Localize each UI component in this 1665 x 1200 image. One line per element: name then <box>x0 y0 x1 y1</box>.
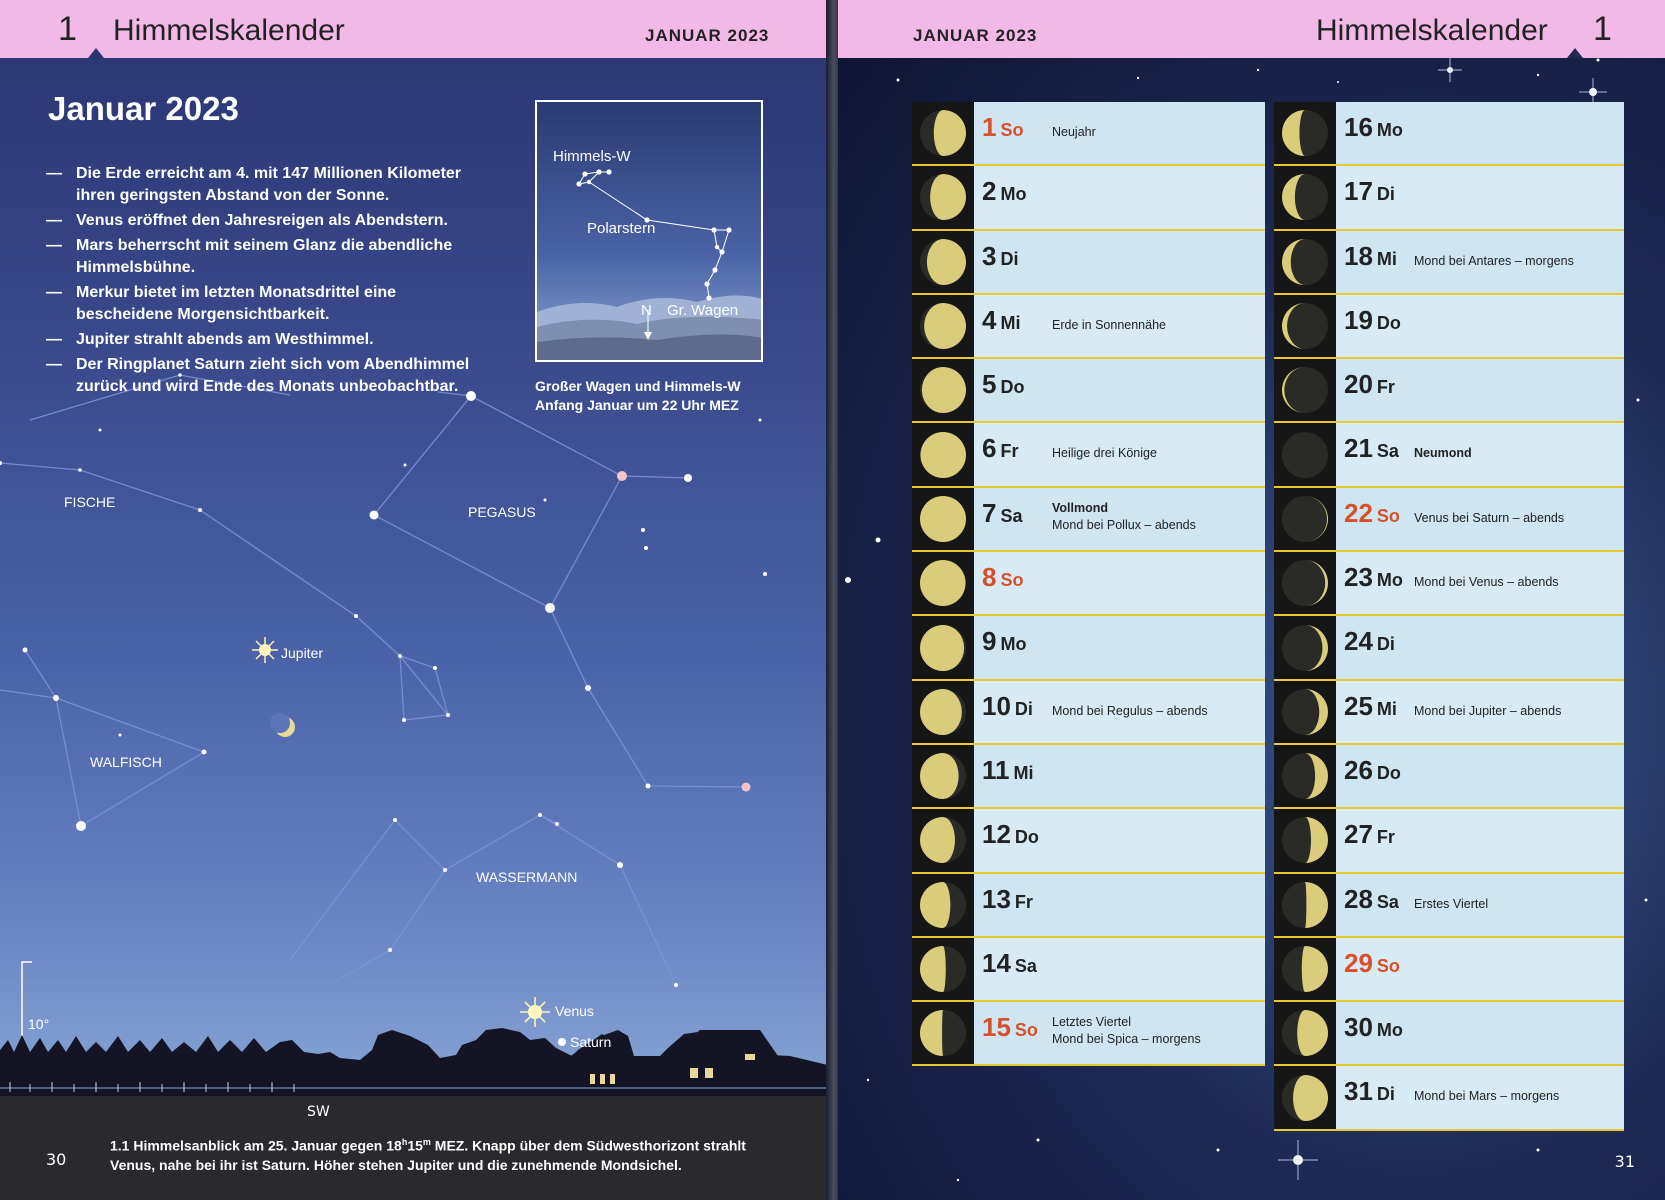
day-digit: 21 <box>1344 433 1373 464</box>
weekday-abbr: Sa <box>1014 955 1037 976</box>
day-number <box>1344 948 1400 979</box>
day-digit: 15 <box>982 1012 1011 1043</box>
moon-phase-icon <box>1274 681 1336 743</box>
event-text: Mond bei Antares – morgens <box>1414 253 1574 268</box>
day-number <box>982 498 1023 529</box>
chapter-number-right: 1 <box>1593 10 1612 48</box>
calendar-day-row <box>912 1002 1265 1066</box>
day-text-cell <box>1336 102 1624 164</box>
day-digit: 2 <box>982 176 997 207</box>
calendar-day-row <box>912 616 1265 680</box>
day-number <box>982 626 1026 657</box>
day-digit: 30 <box>1344 1012 1373 1043</box>
day-text-cell <box>974 166 1265 228</box>
moon-phase-icon <box>912 295 974 357</box>
weekday-abbr: Mo <box>1376 570 1403 591</box>
weekday-abbr: Sa <box>1376 441 1399 462</box>
day-text-cell <box>974 231 1265 293</box>
day-number <box>1344 112 1403 143</box>
day-digit: 8 <box>982 562 997 593</box>
day-text-cell <box>1336 938 1624 1000</box>
chapter-title-right: Himmelskalender <box>1316 14 1548 47</box>
event-text: Neujahr <box>1052 125 1096 139</box>
tab-marker <box>88 48 104 58</box>
day-digit: 31 <box>1344 1076 1373 1107</box>
event-text: Mond bei Venus – abends <box>1414 575 1559 590</box>
weekday-abbr: Mi <box>1013 762 1034 783</box>
label-fische: FISCHE <box>64 494 116 510</box>
calendar-day-row <box>912 295 1265 359</box>
day-number <box>982 819 1039 850</box>
day-number <box>982 884 1033 915</box>
day-text-cell <box>1336 1066 1624 1128</box>
moon-phase-icon <box>1274 874 1336 936</box>
moon-phase-icon <box>1274 938 1336 1000</box>
day-number <box>982 1012 1038 1043</box>
day-text-cell <box>1336 616 1624 678</box>
day-events <box>1052 317 1166 334</box>
moon-phase-icon <box>912 488 974 550</box>
calendar-day-row <box>1274 102 1624 166</box>
day-text-cell <box>974 488 1265 550</box>
weekday-abbr: Di <box>1376 184 1395 205</box>
inset-label-north: N <box>641 302 652 319</box>
calendar-day-row <box>912 488 1265 552</box>
calendar-column-1 <box>912 102 1265 1066</box>
calendar-day-row <box>912 809 1265 873</box>
calendar-day-row <box>1274 1002 1624 1066</box>
event-text: Mond bei Spica – morgens <box>1052 1032 1201 1047</box>
day-digit: 26 <box>1344 754 1373 785</box>
moon-phase-icon <box>1274 1066 1336 1128</box>
weekday-abbr: So <box>1014 1020 1038 1041</box>
day-events <box>1414 896 1488 913</box>
right-page <box>838 0 1665 1200</box>
highlight-item: — Der Ringplanet Saturn zieht sich vom Abendhimmel zurück und wird Ende des Monats unbeobachtbar. <box>46 354 496 398</box>
weekday-abbr: Di <box>1000 248 1019 269</box>
day-digit: 9 <box>982 626 997 657</box>
day-text-cell <box>974 874 1265 936</box>
day-events <box>1414 253 1574 270</box>
label-pegasus: PEGASUS <box>468 504 536 520</box>
weekday-abbr: Mo <box>1000 634 1027 655</box>
day-number <box>1344 369 1395 400</box>
moon-phase-icon <box>1274 423 1336 485</box>
day-text-cell <box>974 809 1265 871</box>
day-digit: 22 <box>1344 497 1373 528</box>
day-number <box>982 755 1034 786</box>
day-events <box>1052 1014 1201 1048</box>
day-number <box>982 691 1033 722</box>
calendar-day-row <box>912 745 1265 809</box>
day-digit: 13 <box>982 883 1011 914</box>
label-venus: Venus <box>555 1003 594 1019</box>
calendar-day-row <box>912 166 1265 230</box>
calendar-day-row <box>1274 616 1624 680</box>
calendar-day-row <box>1274 359 1624 423</box>
inset-label-gr-wagen: Gr. Wagen <box>667 302 739 319</box>
day-text-cell <box>974 552 1265 614</box>
label-saturn: Saturn <box>570 1034 612 1050</box>
event-text: Venus bei Saturn – abends <box>1414 510 1565 525</box>
weekday-abbr: Mi <box>1376 698 1397 719</box>
direction-label: SW <box>307 1104 330 1120</box>
inset-chart <box>535 100 763 362</box>
moon-phase-icon <box>912 874 974 936</box>
day-events <box>1414 445 1472 462</box>
moon-phase-icon <box>912 102 974 164</box>
weekday-abbr: Di <box>1014 698 1033 719</box>
moon-phase-icon <box>1274 359 1336 421</box>
moon-phase-icon <box>912 616 974 678</box>
day-digit: 23 <box>1344 562 1373 593</box>
calendar-day-row <box>1274 552 1624 616</box>
day-digit: 3 <box>982 240 997 271</box>
event-text: Heilige drei Könige <box>1052 446 1157 461</box>
day-number <box>1344 305 1401 336</box>
calendar-day-row <box>1274 166 1624 230</box>
weekday-abbr: Do <box>1014 827 1039 848</box>
event-text: Letztes Viertel <box>1052 1015 1131 1030</box>
day-digit: 25 <box>1344 690 1373 721</box>
moon-phase-icon <box>1274 1002 1336 1064</box>
moon-phase-icon <box>912 231 974 293</box>
label-jupiter: Jupiter <box>281 645 324 661</box>
left-page <box>0 0 832 1200</box>
moon-phase-icon <box>1274 809 1336 871</box>
calendar-day-row <box>1274 295 1624 359</box>
day-digit: 4 <box>982 304 997 335</box>
weekday-abbr: Do <box>1376 312 1401 333</box>
moon-phase-icon <box>1274 102 1336 164</box>
day-digit: 18 <box>1344 240 1373 271</box>
day-digit: 10 <box>982 690 1011 721</box>
inset-label-himmels-w: Himmels-W <box>553 148 631 165</box>
weekday-abbr: So <box>1376 955 1400 976</box>
moon-phase-icon <box>1274 552 1336 614</box>
day-events <box>1414 703 1561 720</box>
highlight-item: — Die Erde erreicht am 4. mit 147 Millionen Kilometer ihren geringsten Abstand von der Sonne. <box>46 163 496 207</box>
calendar-day-row <box>912 102 1265 166</box>
day-number <box>1344 755 1401 786</box>
moon-phase-icon <box>1274 745 1336 807</box>
calendar-day-row <box>912 359 1265 423</box>
weekday-abbr: Mi <box>1376 248 1397 269</box>
day-digit: 6 <box>982 433 997 464</box>
day-digit: 29 <box>1344 947 1373 978</box>
day-text-cell <box>974 295 1265 357</box>
day-digit: 11 <box>982 754 1010 785</box>
moon-phase-icon <box>1274 166 1336 228</box>
day-number <box>1344 1076 1395 1107</box>
moon-phase-icon <box>1274 488 1336 550</box>
day-text-cell <box>1336 488 1624 550</box>
day-number <box>1344 1012 1403 1043</box>
day-digit: 7 <box>982 497 997 528</box>
moon-phase-icon <box>912 552 974 614</box>
calendar-day-row <box>1274 1066 1624 1130</box>
calendar-day-row <box>912 874 1265 938</box>
calendar-day-row <box>912 938 1265 1002</box>
weekday-abbr: So <box>1000 120 1024 140</box>
weekday-abbr: Sa <box>1376 891 1399 912</box>
event-text: Vollmond <box>1052 500 1109 515</box>
calendar-day-row <box>1274 681 1624 745</box>
day-number <box>982 433 1018 464</box>
weekday-abbr: Mo <box>1000 184 1027 205</box>
weekday-abbr: Fr <box>1376 377 1395 398</box>
moon-phase-icon <box>912 681 974 743</box>
day-events <box>1414 1088 1559 1105</box>
day-events <box>1052 500 1196 534</box>
day-events <box>1052 445 1157 462</box>
day-text-cell <box>1336 423 1624 485</box>
day-digit: 24 <box>1344 626 1373 657</box>
day-number <box>1344 819 1395 850</box>
day-digit: 12 <box>982 819 1011 850</box>
day-number <box>1344 626 1395 657</box>
day-digit: 1 <box>982 112 997 142</box>
calendar-day-row <box>912 552 1265 616</box>
calendar-day-row <box>1274 745 1624 809</box>
inset-label-polarstern: Polarstern <box>587 220 656 237</box>
moon-phase-icon <box>1274 231 1336 293</box>
day-text-cell <box>1336 231 1624 293</box>
month-label: JANUAR 2023 <box>645 26 770 45</box>
highlight-item: — Jupiter strahlt abends am Westhimmel. <box>46 329 496 351</box>
day-number <box>982 176 1026 207</box>
page-title: Januar 2023 <box>48 90 239 127</box>
day-number <box>982 562 1023 593</box>
day-text-cell <box>1336 745 1624 807</box>
day-digit: 27 <box>1344 819 1373 850</box>
day-text-cell <box>974 745 1265 807</box>
calendar-day-row <box>1274 423 1624 487</box>
day-number <box>1344 691 1397 722</box>
weekday-abbr: Mi <box>1000 312 1021 333</box>
calendar-day-row <box>1274 809 1624 873</box>
highlight-item: — Merkur bietet im letzten Monatsdrittel eine bescheidene Morgensichtbarkeit. <box>46 282 496 326</box>
moon-crescent <box>270 713 295 737</box>
venus-marker <box>520 997 550 1027</box>
month-label-right: JANUAR 2023 <box>913 26 1038 45</box>
weekday-abbr: Fr <box>1000 441 1019 462</box>
weekday-abbr: Do <box>1376 762 1401 783</box>
moon-phase-icon <box>912 1002 974 1064</box>
calendar-day-row <box>1274 231 1624 295</box>
day-text-cell <box>1336 874 1624 936</box>
day-text-cell <box>1336 809 1624 871</box>
event-text: Neumond <box>1414 446 1472 461</box>
event-text: Mond bei Jupiter – abends <box>1414 703 1562 718</box>
event-text: Erde in Sonnennähe <box>1052 317 1166 332</box>
weekday-abbr: So <box>1376 505 1400 526</box>
weekday-abbr: So <box>1000 570 1024 591</box>
day-text-cell <box>974 102 1265 164</box>
day-number <box>982 369 1024 400</box>
day-digit: 16 <box>1344 112 1373 142</box>
day-number <box>1344 241 1397 272</box>
highlight-item: — Mars beherrscht mit seinem Glanz die abendliche Himmelsbühne. <box>46 235 496 279</box>
day-events <box>1414 510 1564 527</box>
day-text-cell <box>974 938 1265 1000</box>
moon-phase-icon <box>912 938 974 1000</box>
day-events <box>1052 124 1096 141</box>
day-text-cell <box>974 681 1265 743</box>
weekday-abbr: Di <box>1376 634 1395 655</box>
highlight-item: — Venus eröffnet den Jahresreigen als Abendstern. <box>46 210 496 232</box>
label-wassermann: WASSERMANN <box>476 869 578 885</box>
label-walfisch: WALFISCH <box>90 754 162 770</box>
calendar-day-row <box>912 423 1265 487</box>
moon-phase-icon <box>1274 295 1336 357</box>
day-digit: 28 <box>1344 883 1373 914</box>
day-text-cell <box>974 423 1265 485</box>
tab-marker-right <box>1567 48 1583 58</box>
day-number <box>982 305 1020 336</box>
moon-phase-icon <box>912 423 974 485</box>
day-text-cell <box>974 359 1265 421</box>
calendar-day-row <box>1274 938 1624 1002</box>
calendar-column-2 <box>1274 102 1624 1131</box>
weekday-abbr: Di <box>1376 1084 1395 1105</box>
day-text-cell <box>974 616 1265 678</box>
day-number <box>982 112 1023 143</box>
day-text-cell <box>1336 166 1624 228</box>
event-text: Mond bei Mars – morgens <box>1414 1089 1560 1104</box>
weekday-abbr: Mo <box>1376 1020 1403 1041</box>
calendar-day-row <box>1274 488 1624 552</box>
day-text-cell <box>974 1002 1265 1064</box>
weekday-abbr: Mo <box>1376 120 1403 140</box>
day-number <box>1344 884 1399 915</box>
day-events <box>1052 703 1208 720</box>
event-text: Mond bei Pollux – abends <box>1052 517 1196 532</box>
day-text-cell <box>1336 552 1624 614</box>
page-number-right: 31 <box>1614 1152 1635 1171</box>
weekday-abbr: Fr <box>1376 827 1395 848</box>
day-digit: 17 <box>1344 176 1373 207</box>
weekday-abbr: Fr <box>1014 891 1033 912</box>
page-number-left: 30 <box>46 1150 67 1169</box>
chapter-title: Himmelskalender <box>113 14 345 47</box>
altitude-label: 10° <box>28 1016 50 1032</box>
day-number <box>982 948 1037 979</box>
highlights-list <box>46 163 496 401</box>
day-text-cell <box>1336 681 1624 743</box>
day-number <box>1344 498 1400 529</box>
calendar-day-row <box>912 231 1265 295</box>
moon-phase-icon <box>912 359 974 421</box>
day-events <box>1414 574 1559 591</box>
day-digit: 14 <box>982 947 1011 978</box>
moon-phase-icon <box>912 166 974 228</box>
moon-phase-icon <box>912 745 974 807</box>
inset-caption: Großer Wagen und Himmels-W Anfang Januar um 22 Uhr MEZ <box>535 378 741 413</box>
day-number <box>982 241 1018 272</box>
moon-phase-icon <box>1274 616 1336 678</box>
calendar-day-row <box>912 681 1265 745</box>
day-number <box>1344 433 1399 464</box>
event-text: Erstes Viertel <box>1414 896 1489 911</box>
figure-caption: 1.1 Himmelsanblick am 25. Januar gegen 18$^h$15$^m$ MEZ. Knapp über dem Südwesthorizont strahlt Venus, nahe bei ihr ist Saturn. Höher stehen Jupiter und die zunehmende Mondsichel. <box>110 1137 746 1173</box>
day-digit: 19 <box>1344 304 1373 335</box>
day-text-cell <box>1336 359 1624 421</box>
day-digit: 20 <box>1344 369 1373 400</box>
day-text-cell <box>1336 1002 1624 1064</box>
day-number <box>1344 176 1395 207</box>
chapter-number: 1 <box>58 10 77 48</box>
weekday-abbr: Do <box>1000 377 1025 398</box>
event-text: Mond bei Regulus – abends <box>1052 703 1208 718</box>
weekday-abbr: Sa <box>1000 505 1023 526</box>
jupiter-marker <box>252 637 278 663</box>
calendar-day-row <box>1274 874 1624 938</box>
day-number <box>1344 562 1403 593</box>
day-text-cell <box>1336 295 1624 357</box>
moon-phase-icon <box>912 809 974 871</box>
day-digit: 5 <box>982 369 997 400</box>
